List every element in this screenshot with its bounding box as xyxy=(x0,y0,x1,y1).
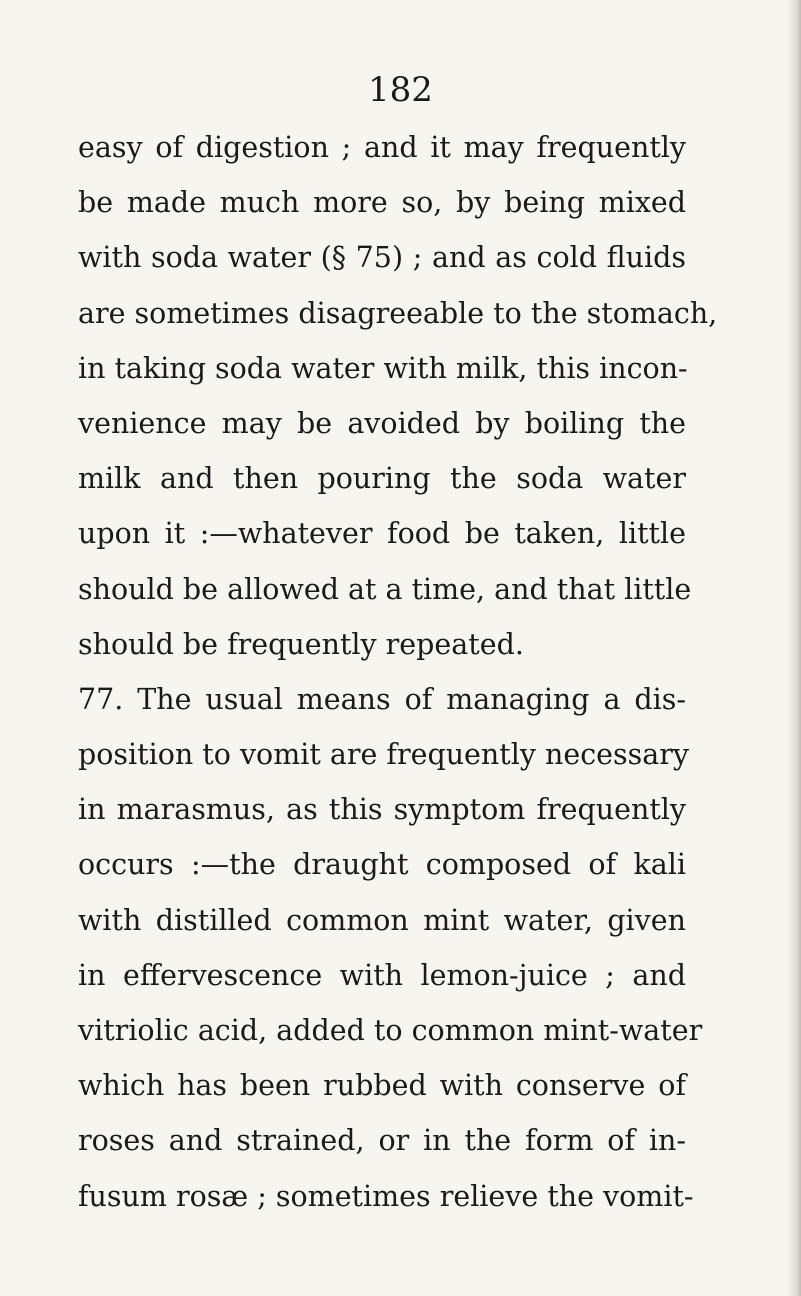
text-line: position to vomit are frequently necessary xyxy=(78,738,690,772)
text-line: be made much more so, by being mixed xyxy=(78,186,686,220)
text-line: milk and then pouring the soda water xyxy=(78,462,686,496)
text-line: with distilled common mint water, given xyxy=(78,903,686,937)
text-line: which has been rubbed with conserve of xyxy=(78,1069,686,1103)
page-number: 182 xyxy=(368,70,433,110)
text-line: should be frequently repeated. xyxy=(78,627,524,661)
body-text xyxy=(78,120,718,1224)
text-line: in taking soda water with milk, this incon- xyxy=(78,351,688,385)
text-line: in effervescence with lemon-juice ; and xyxy=(78,958,686,992)
text-line: are sometimes disagreeable to the stomach, xyxy=(78,296,718,330)
text-line: should be allowed at a time, and that little xyxy=(78,572,692,606)
page-edge-shadow xyxy=(787,0,801,1296)
text-line: easy of digestion ; and it may frequently xyxy=(78,131,686,164)
text-line: fusum rosæ ; sometimes relieve the vomit- xyxy=(78,1179,694,1213)
text-line: with soda water (§ 75) ; and as cold fluids xyxy=(78,241,686,275)
text-line: upon it :—whatever food be taken, little xyxy=(78,517,686,551)
text-line: vitriolic acid, added to common mint-water xyxy=(78,1014,703,1047)
text-line: venience may be avoided by boiling the xyxy=(78,406,686,440)
text-line: occurs :—the draught composed of kali xyxy=(78,848,686,882)
text-line: roses and strained, or in the form of in- xyxy=(78,1124,686,1158)
text-line: 77. The usual means of managing a dis- xyxy=(78,682,686,716)
text-line: in marasmus, as this symptom frequently xyxy=(78,793,686,827)
